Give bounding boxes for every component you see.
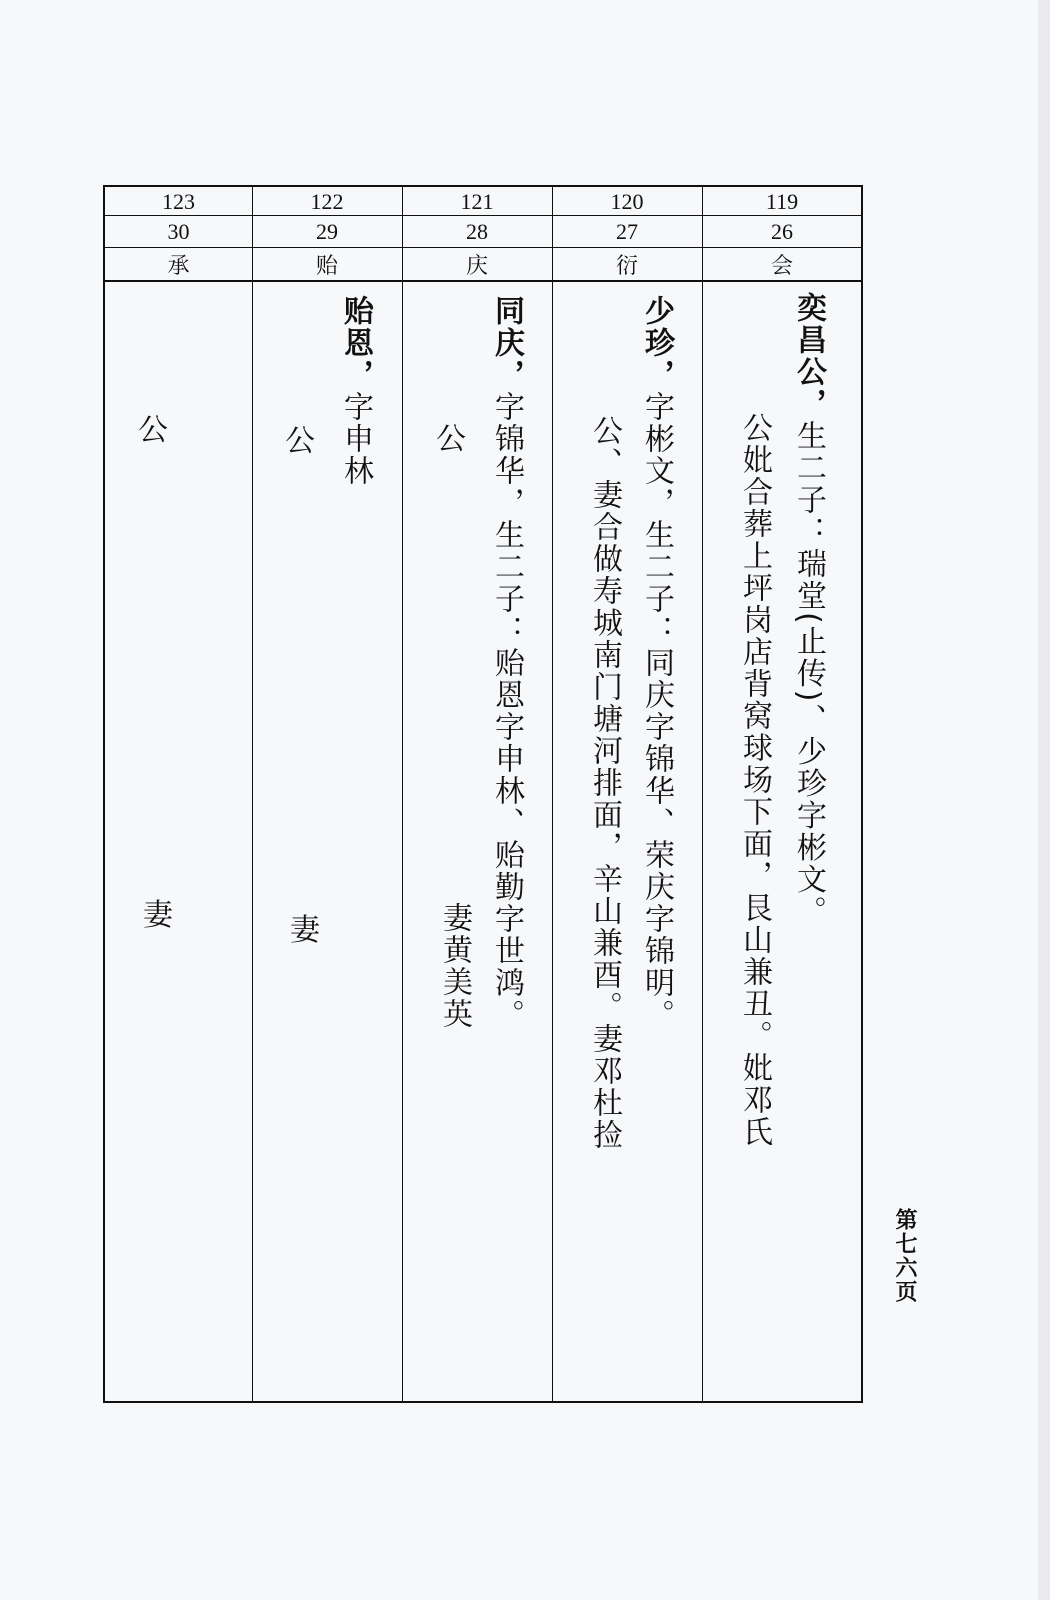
- gen-char-yi: 贻: [315, 253, 338, 278]
- entry-119-text1: 生二子：瑞堂(止传)、少珍字彬文。: [791, 420, 826, 928]
- entry-121-text1: 字锦华，生二子：贻恩字申林、贻勤字世鸿。: [489, 391, 524, 1031]
- serial-121: 121: [460, 189, 494, 214]
- column-divider: [402, 187, 403, 1401]
- entry-121-title: 同庆，: [489, 295, 524, 391]
- entry-119-line1: [791, 292, 825, 927]
- serial-119: 119: [765, 189, 799, 214]
- entry-120-line1: [639, 295, 673, 1031]
- generation-28: 28: [466, 219, 488, 244]
- entry-119-title: 奕昌公，: [791, 292, 826, 420]
- serial-123: 123: [162, 189, 195, 214]
- entry-121-wife: 妻黄美英: [437, 902, 472, 1030]
- column-divider: [252, 187, 253, 1401]
- page-number: 第七六页: [892, 1208, 918, 1304]
- header-row-character: [105, 248, 861, 282]
- generation-27: 27: [616, 219, 638, 244]
- gen-char-hui: 会: [770, 253, 793, 278]
- entry-121-gong: 公: [436, 422, 466, 457]
- entry-122-text1: 字申林: [338, 391, 373, 487]
- entry-123-gong: 公: [138, 413, 168, 448]
- page-edge-shadow: [1038, 0, 1050, 1600]
- gen-char-yan: 衍: [615, 253, 638, 278]
- gen-char-cheng: 承: [167, 253, 190, 278]
- gen-char-qing: 庆: [465, 253, 488, 278]
- entry-123-wife: 妻: [143, 898, 173, 933]
- genealogy-table: [103, 185, 863, 1403]
- column-divider: [702, 187, 703, 1401]
- serial-122: 122: [310, 189, 344, 214]
- entry-122-line1: [338, 295, 372, 487]
- generation-29: 29: [316, 219, 338, 244]
- generation-26: 26: [771, 219, 793, 244]
- entry-120-text2: 公、妻合做寿城南门塘河排面，辛山兼酉。妻邓杜捡: [587, 415, 622, 1151]
- generation-30: 30: [167, 219, 190, 244]
- entry-120-title: 少珍，: [639, 295, 674, 391]
- column-divider: [552, 187, 553, 1401]
- entry-119-text2: 公妣合葬上坪岗店背窝球场下面，艮山兼丑。妣邓氏: [737, 412, 772, 1148]
- entry-121-line1: [489, 295, 523, 1031]
- header-row-serial: [105, 187, 861, 216]
- entry-120-text1: 字彬文，生二子：同庆字锦华、荣庆字锦明。: [639, 391, 674, 1031]
- entry-122-title: 贻恩，: [338, 295, 373, 391]
- entry-122-gong: 公: [285, 424, 315, 459]
- entry-122-wife: 妻: [290, 913, 320, 948]
- serial-120: 120: [610, 189, 644, 214]
- header-row-generation: [105, 216, 861, 248]
